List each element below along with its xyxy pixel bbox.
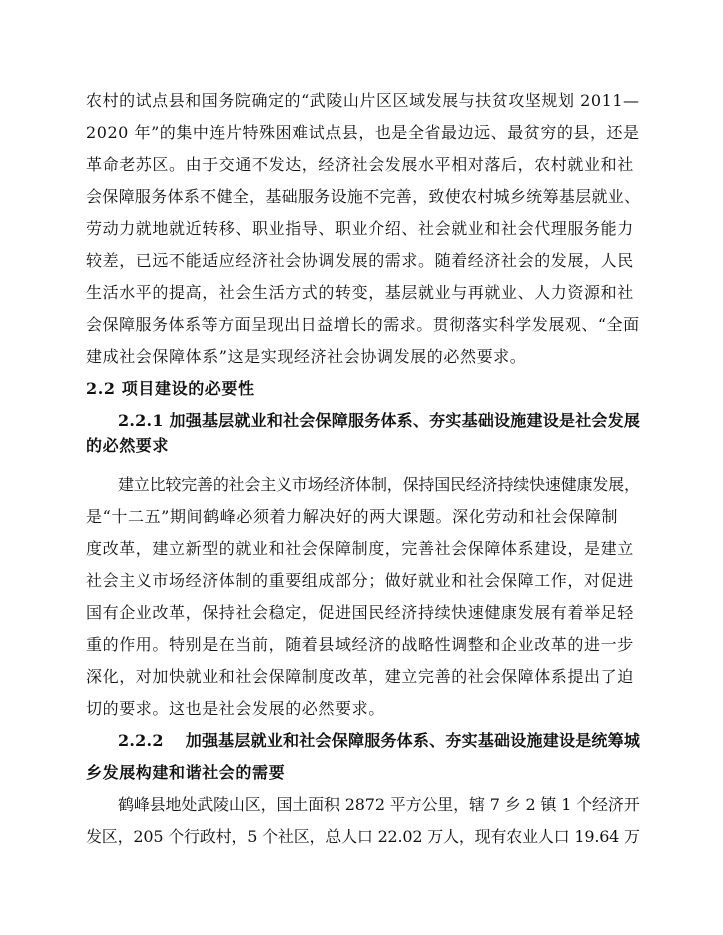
paragraph-line: 发区，205 个行政村，5 个社区，总人口 22.02 万人，现有农业人口 19.64 万 — [86, 827, 640, 846]
paragraph-line: 深化，对加快就业和社会保障制度改革，建立完善的社会保障体系提出了迫 — [86, 667, 634, 686]
subsection-heading-2-2-1: 2.2.1 加强基层就业和社会保障服务体系、夯实基础设施建设是社会发展 — [118, 411, 641, 430]
section-heading-2-2: 2.2 项目建设的必要性 — [86, 379, 255, 398]
paragraph-line: 社会主义市场经济体制的重要组成部分；做好就业和社会保障工作，对促进 — [86, 571, 634, 590]
paragraph-line: 建成社会保障体系”这是实现经济社会协调发展的必然要求。 — [86, 347, 527, 366]
paragraph-line: 国有企业改革，保持社会稳定，促进国民经济持续快速健康发展有着举足轻 — [86, 603, 634, 622]
paragraph-line: 是“十二五”期间鹤峰必须着力解决好的两大课题。深化劳动和社会保障制 — [86, 507, 619, 526]
paragraph-line: 切的要求。这也是社会发展的必然要求。 — [86, 699, 385, 718]
paragraph-line: 农村的试点县和国务院确定的“武陵山片区区域发展与扶贫攻坚规划 2011— — [86, 91, 640, 110]
paragraph-line: 会保障服务体系等方面呈现出日益增长的需求。贯彻落实科学发展观、“全面 — [86, 315, 640, 334]
paragraph-line: 建立比较完善的社会主义市场经济体制，保持国民经济持续快速健康发展， — [118, 475, 640, 494]
paragraph-line: 鹤峰县地处武陵山区，国土面积 2872 平方公里，辖 7 乡 2 镇 1 个经济开 — [118, 795, 640, 814]
paragraph-line: 劳动力就地就近转移、职业指导、职业介绍、社会就业和社会代理服务能力 — [86, 219, 634, 238]
paragraph-line: 度改革，建立新型的就业和社会保障制度，完善社会保障体系建设，是建立 — [86, 539, 634, 558]
subsection-heading-2-2-1-cont: 的必然要求 — [86, 436, 170, 455]
paragraph-line: 革命老苏区。由于交通不发达，经济社会发展水平相对落后，农村就业和社 — [86, 155, 634, 174]
paragraph-line: 2020 年”的集中连片特殊困难试点县，也是全省最边远、最贫穷的县，还是 — [86, 123, 640, 142]
paragraph-line: 会保障服务体系不健全，基础服务设施不完善，致使农村城乡统筹基层就业、 — [86, 187, 641, 206]
subsection-heading-2-2-2-cont: 乡发展构建和谐社会的需要 — [86, 763, 286, 782]
paragraph-line: 重的作用。特别是在当前，随着县域经济的战略性调整和企业改革的进一步 — [86, 635, 634, 654]
paragraph-line: 较差，已远不能适应经济社会协调发展的需求。随着经济社会的发展，人民 — [86, 251, 634, 270]
paragraph-line: 生活水平的提高，社会生活方式的转变，基层就业与再就业、人力资源和社 — [86, 283, 634, 302]
subsection-heading-2-2-2: 2.2.2 加强基层就业和社会保障服务体系、夯实基础设施建设是统筹城 — [118, 731, 641, 750]
